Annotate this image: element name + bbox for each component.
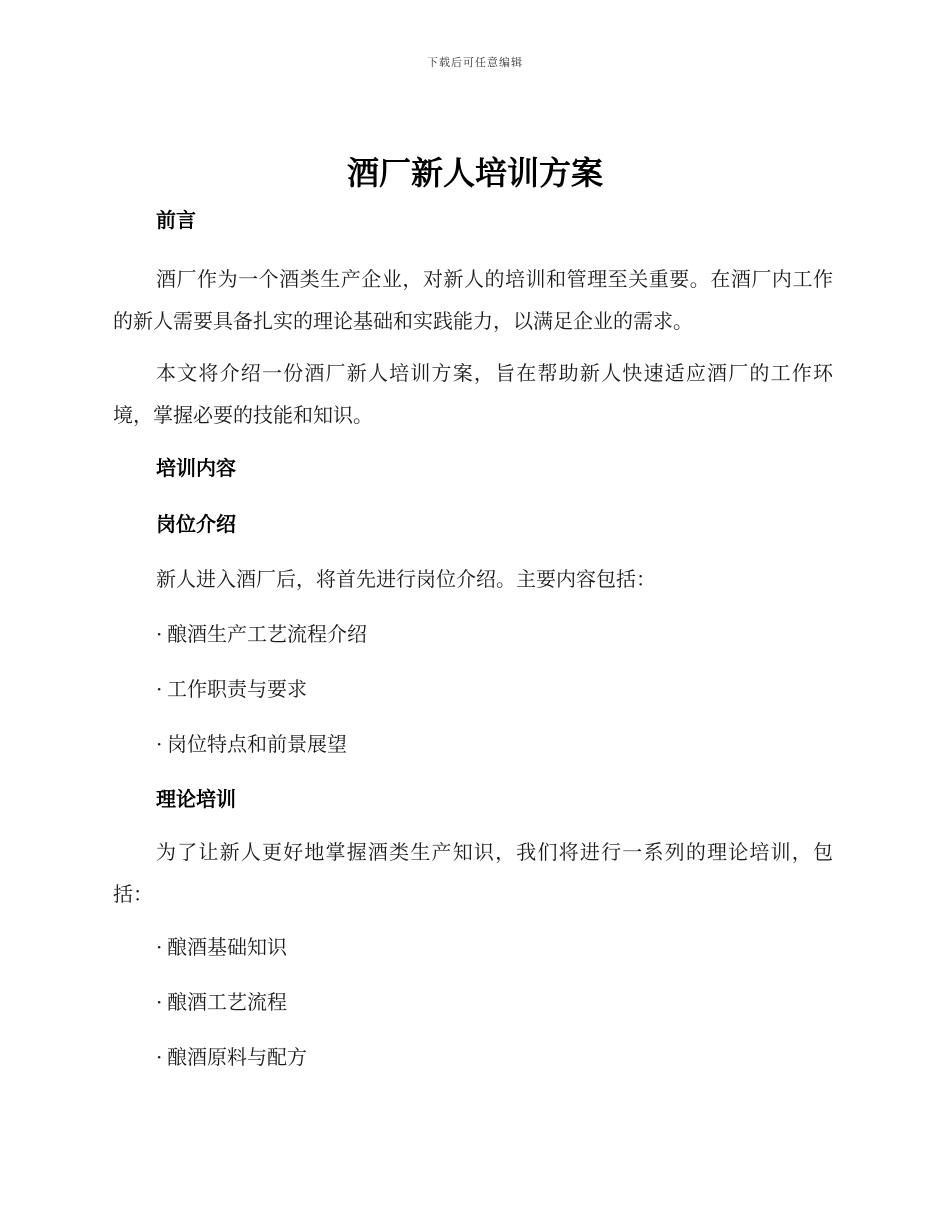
list-item-text: 酿酒生产工艺流程介绍	[167, 622, 367, 646]
bullet-dot: ·	[156, 990, 163, 1014]
list-item-text: 酿酒原料与配方	[167, 1045, 307, 1069]
section-heading-position: 岗位介绍	[156, 512, 236, 536]
list-item-text: 工作职责与要求	[167, 677, 307, 701]
list-item	[113, 984, 833, 1020]
theory-intro: 为了让新人更好地掌握酒类生产知识，我们将进行一系列的理论培训，包括：	[113, 840, 833, 906]
preface-paragraph-1: 酒厂作为一个酒类生产企业，对新人的培训和管理至关重要。在酒厂内工作的新人需要具备扎实的理论基础和实践能力，以满足企业的需求。	[113, 267, 833, 333]
page-header-note: 下载后可任意编辑	[427, 56, 523, 69]
preface-paragraph-2: 本文将介绍一份酒厂新人培训方案，旨在帮助新人快速适应酒厂的工作环境，掌握必要的技能和知识。	[113, 361, 833, 427]
list-item	[113, 616, 833, 652]
list-item	[113, 929, 833, 965]
list-item-text: 岗位特点和前景展望	[167, 732, 347, 756]
bullet-dot: ·	[156, 732, 163, 756]
section-heading-preface: 前言	[156, 208, 196, 232]
list-item	[113, 671, 833, 707]
list-item	[113, 726, 833, 762]
section-heading-theory: 理论培训	[156, 787, 236, 811]
bullet-dot: ·	[156, 677, 163, 701]
bullet-dot: ·	[156, 1045, 163, 1069]
bullet-dot: ·	[156, 935, 163, 959]
document-title: 酒厂新人培训方案	[346, 154, 603, 192]
bullet-dot: ·	[156, 622, 163, 646]
section-heading-training: 培训内容	[156, 456, 236, 480]
list-item	[113, 1039, 833, 1075]
list-item-text: 酿酒基础知识	[167, 935, 287, 959]
document-body	[113, 202, 833, 1075]
list-item-text: 酿酒工艺流程	[167, 990, 287, 1014]
position-intro: 新人进入酒厂后，将首先进行岗位介绍。主要内容包括：	[156, 567, 656, 591]
